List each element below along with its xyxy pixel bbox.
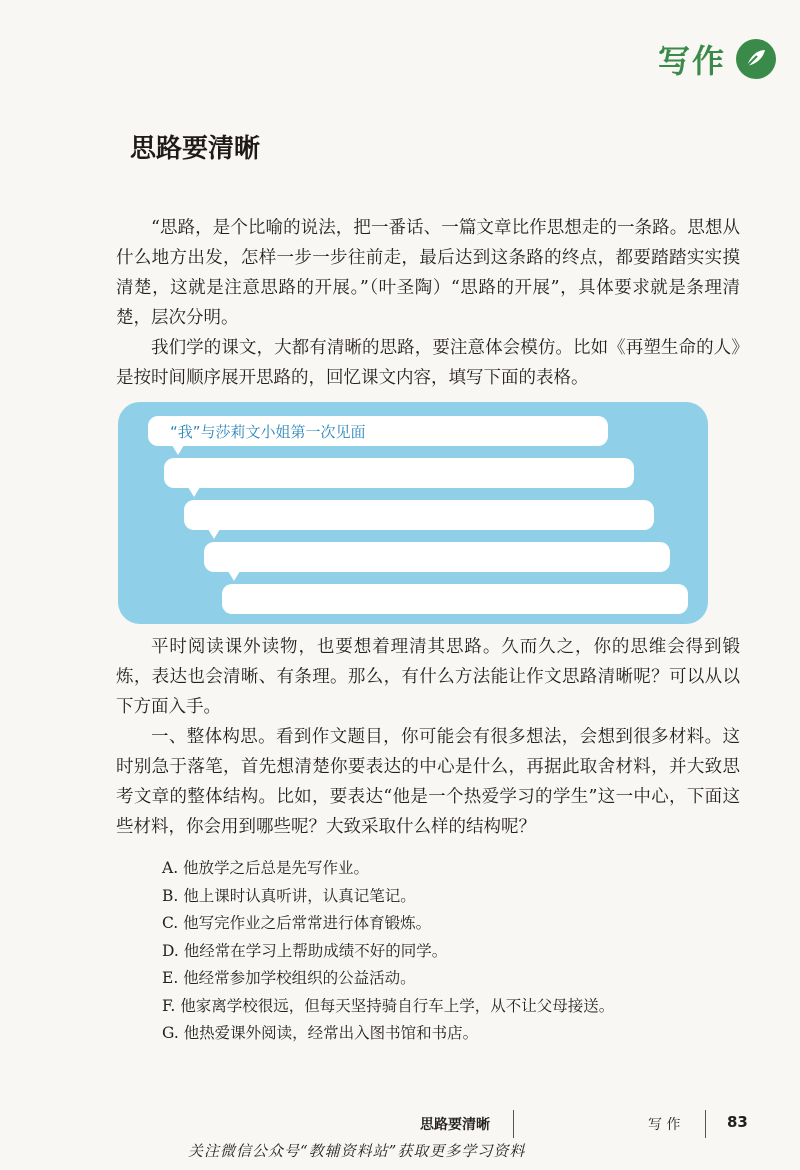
pen-leaf-icon	[736, 39, 776, 79]
page-number: 83	[727, 1113, 748, 1131]
flowchart-row[interactable]	[222, 584, 688, 614]
paragraph-method-intro: 平时阅读课外读物，也要想着理清其思路。久而久之，你的思维会得到锻炼，表达也会清晰、有条理。那么，有什么方法能让作文思路清晰呢？可以从以下方面入手。	[116, 637, 740, 717]
flowchart-row	[148, 416, 608, 446]
paragraph-example: 我们学的课文，大都有清晰的思路，要注意体会模仿。比如《再塑生命的人》是按时间顺序展开思路的，回忆课文内容，填写下面的表格。	[116, 338, 740, 388]
option-item: B. 他上课时认真听讲，认真记笔记。	[162, 886, 416, 905]
flowchart-row[interactable]	[204, 542, 670, 572]
footer-divider	[513, 1110, 514, 1138]
watermark-text: 关注微信公众号“教辅资料站”获取更多学习资料	[188, 1142, 526, 1160]
flowchart-row[interactable]	[164, 458, 634, 488]
option-item: G. 他热爱课外阅读，经常出入图书馆和书店。	[162, 1024, 479, 1042]
page-title: 思路要清晰	[130, 134, 261, 164]
chapter-badge-label: 写作	[657, 42, 726, 80]
footer-section-title: 思路要清晰	[420, 1117, 490, 1133]
option-item: D. 他经常在学习上帮助成绩不好的同学。	[162, 941, 448, 960]
footer-divider	[705, 1110, 706, 1138]
flowchart-box	[118, 402, 708, 624]
chapter-badge	[658, 36, 776, 82]
option-item: F. 他家离学校很远，但每天坚持骑自行车上学，从不让父母接送。	[162, 996, 615, 1015]
flowchart-row-label: “我”与莎莉文小姐第一次见面	[170, 423, 366, 441]
footer-chapter: 写 作	[648, 1117, 681, 1133]
option-item: A. 他放学之后总是先写作业。	[162, 859, 370, 877]
option-item: E. 他经常参加学校组织的公益活动。	[162, 969, 416, 987]
paragraph-overall-structure: 一、整体构思。看到作文题目，你可能会有很多想法，会想到很多材料。这时别急于落笔，首先想清楚你要表达的中心是什么，再据此取舍材料，并大致思考文章的整体结构。比如，要表达“他是一个热爱学习的学生”这一中心，下面这些材料，你会用到哪些呢？大致采取什么样的结构呢？	[116, 727, 740, 837]
material-options-list	[162, 855, 614, 1048]
page-footer	[0, 1110, 800, 1140]
flowchart-row[interactable]	[184, 500, 654, 530]
paragraph-quote: “思路，是个比喻的说法，把一番话、一篇文章比作思想走的一条路。思想从什么地方出发，怎样一步一步往前走，最后达到这条路的终点，都要踏踏实实摸清楚，这就是注意思路的开展。”（叶圣陶）“思路的开展”，具体要求就是条理清楚，层次分明。	[116, 218, 740, 328]
option-item: C. 他写完作业之后常常进行体育锻炼。	[162, 914, 432, 932]
